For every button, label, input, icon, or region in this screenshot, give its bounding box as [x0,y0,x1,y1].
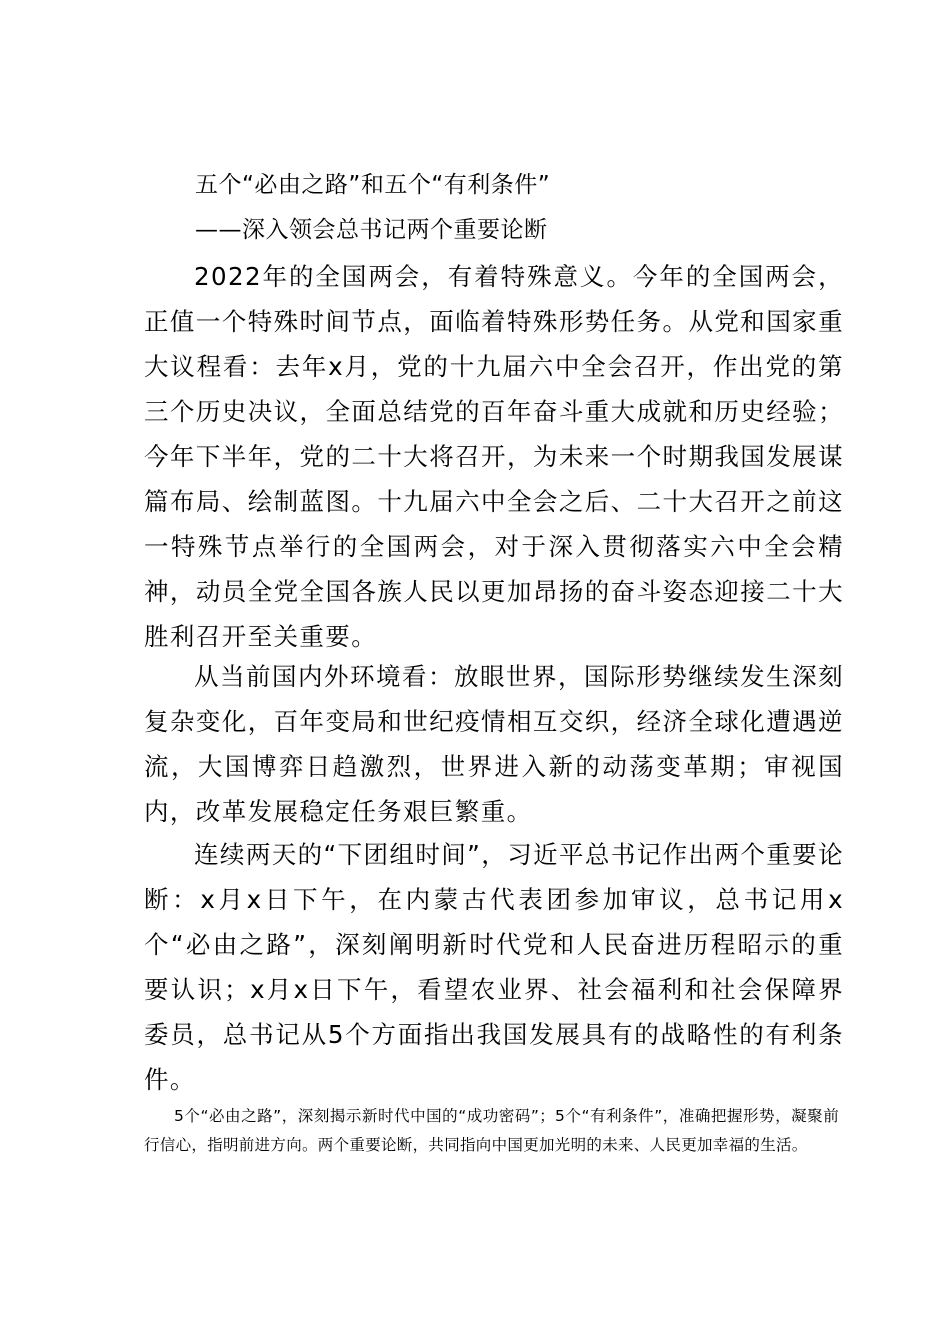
paragraph-2: 从当前国内外环境看：放眼世界，国际形势继续发生深刻复杂变化，百年变局和世纪疫情相互交织，经济全球化遭遇逆流，大国博弈日趋激烈，世界进入新的动荡变革期；审视国内，改革发展稳定任务艰巨繁重。 [144,662,844,826]
paragraph-3: 连续两天的“下团组时间”，习近平总书记作出两个重要论断：x月x日下午，在内蒙古代表团参加审议，总书记用x个“必由之路”，深刻阐明新时代党和人民奋进历程昭示的重要认识；x月x日下午，看望农业界、社会福利和社会保障界委员，总书记从5个方面指出我国发展具有的战略性的有利条件。 [144,840,844,1094]
summary-note: 5个“必由之路”，深刻揭示新时代中国的“成功密码”；5个“有利条件”，准确把握形势，凝聚前行信心，指明前进方向。两个重要论断，共同指向中国更加光明的未来、人民更加幸福的生活。 [144,1107,839,1154]
document-title: 五个“必由之路”和五个“有利条件” [195,172,551,198]
paragraph-1: 2022年的全国两会，有着特殊意义。今年的全国两会，正值一个特殊时间节点，面临着特殊形势任务。从党和国家重大议程看：去年x月，党的十九届六中全会召开，作出党的第三个历史决议，全面总结党的百年奋斗重大成就和历史经验；今年下半年，党的二十大将召开，为未来一个时期我国发展谋篇布局、绘制蓝图。十九届六中全会之后、二十大召开之前这一特殊节点举行的全国两会，对于深入贯彻落实六中全会精神，动员全党全国各族人民以更加昂扬的奋斗姿态迎接二十大胜利召开至关重要。 [144,262,844,651]
document-subtitle: ——深入领会总书记两个重要论断 [195,217,548,243]
